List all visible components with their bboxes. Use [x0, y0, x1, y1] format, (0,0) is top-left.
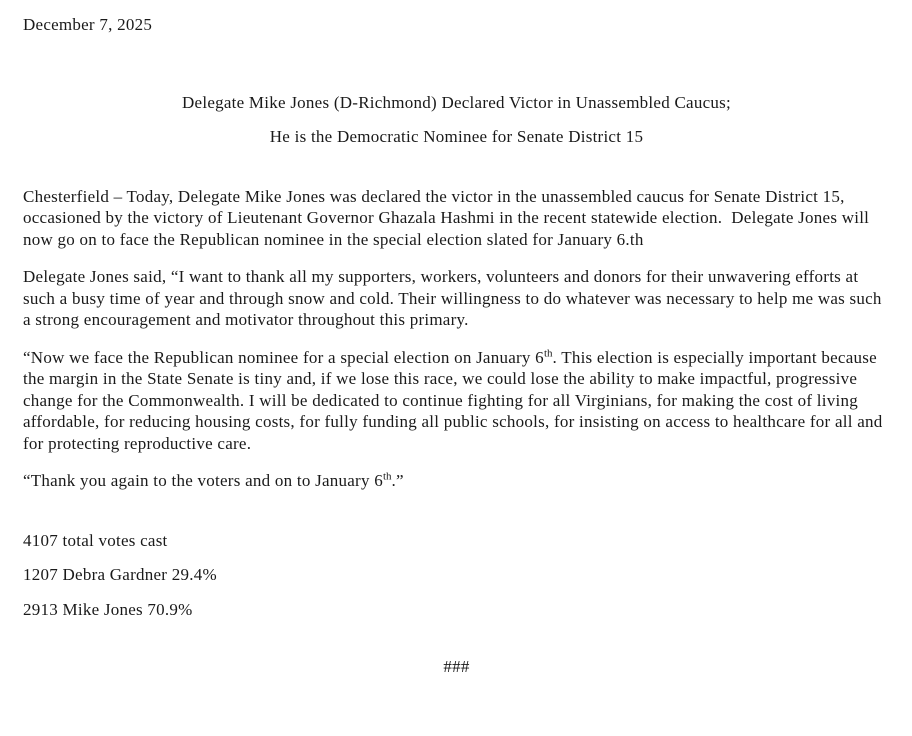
closing-text-after: .”: [391, 471, 404, 490]
paragraph-closing-quote: [23, 470, 890, 492]
date-line: December 7, 2025: [23, 15, 153, 34]
headline: [23, 92, 890, 148]
total-votes-line: 4107 total votes cast: [23, 530, 168, 550]
paragraph-quote-2: [23, 347, 890, 455]
paragraph-lede: Chesterfield – Today, Delegate Mike Jones was declared the victor in the unassembled caucus for Senate District 15, occasioned by the victory of Lieutenant Governor Ghazala Hashmi in the recent statewide election. Delegate Jones will now go on to face the Republican nominee in the special election slated for January 6.th: [23, 186, 874, 249]
ordinal-superscript: th: [382, 470, 392, 483]
headline-line-1: Delegate Mike Jones (D-Richmond) Declared Victor in Unassembled Caucus;: [182, 92, 731, 112]
candidate-result-line: 2913 Mike Jones 70.9%: [23, 599, 193, 619]
vote-results: [23, 530, 890, 621]
quote-2-text-before: “Now we face the Republican nominee for a special election on January 6: [23, 347, 544, 367]
quote-2-text-after: . This election is especially important because the margin in the State Senate is tiny and, if we lose this race, we could lose the ability to make impactful, progressive change for the Commonwealth. I will be dedicated to continue fighting for all Virginians, for making the cost of living affordable, for reducing housing costs, for fully funding all public schools, for insisting on access to healthcare for all and for protecting reproductive care.: [23, 347, 887, 453]
paragraph-quote-1: Delegate Jones said, “I want to thank all my supporters, workers, volunteers and donors for their unwavering efforts at such a busy time of year and through snow and cold. Their willingness to do whatever was necessary to help me was such a strong encouragement and motivator throughout this primary.: [23, 267, 887, 329]
closing-text-before: “Thank you again to the voters and on to January 6: [23, 471, 383, 490]
end-mark: ###: [443, 657, 470, 676]
headline-line-2: He is the Democratic Nominee for Senate District 15: [269, 127, 644, 146]
ordinal-superscript: th: [543, 346, 553, 359]
candidate-result-line: 1207 Debra Gardner 29.4%: [23, 565, 217, 584]
